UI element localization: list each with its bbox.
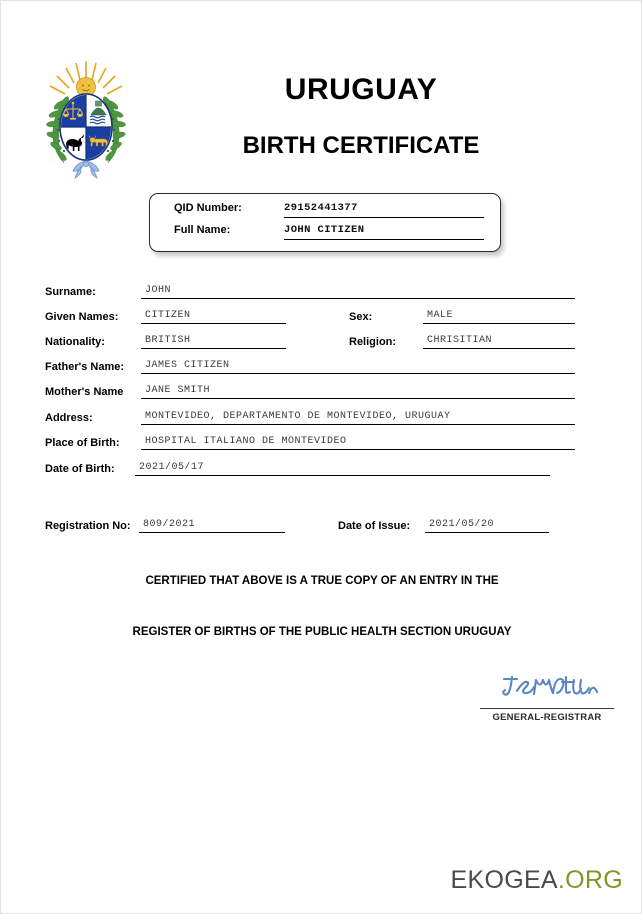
- qid-number-value: 29152441377: [284, 202, 484, 218]
- place-of-birth-label: Place of Birth:: [45, 437, 120, 449]
- field-address: [45, 409, 575, 431]
- nationality-label: Nationality:: [45, 336, 105, 348]
- field-date-of-issue: [338, 517, 549, 539]
- signature-rule: [480, 708, 614, 709]
- date-of-issue-label: Date of Issue:: [338, 520, 411, 532]
- surname-value: JOHN: [141, 285, 575, 299]
- page-title: URUGUAY: [284, 73, 438, 106]
- watermark-tld: .ORG: [557, 866, 623, 894]
- signature-caption: GENERAL-REGISTRAR: [492, 712, 602, 723]
- address-value: MONTEVIDEO, DEPARTAMENTO DE MONTEVIDEO, URUGUAY: [141, 411, 575, 425]
- field-religion: [349, 333, 575, 355]
- uruguay-coat-of-arms-icon: [37, 57, 135, 181]
- watermark-brand: EKOGEA: [450, 866, 558, 894]
- fathers-name-value: JAMES CITIZEN: [141, 360, 575, 374]
- field-registration-no: [45, 517, 241, 539]
- handwritten-signature-icon: [471, 669, 623, 703]
- given-names-value: CITIZEN: [141, 310, 286, 324]
- date-of-birth-label: Date of Birth:: [45, 463, 115, 475]
- signature-block: [471, 669, 623, 723]
- nationality-value: BRITISH: [141, 335, 286, 349]
- address-label: Address:: [45, 412, 93, 424]
- registration-no-value: 809/2021: [139, 519, 285, 533]
- full-name-label: Full Name:: [174, 224, 231, 236]
- document-header: [1, 1, 642, 186]
- registration-no-label: Registration No:: [45, 520, 131, 532]
- religion-label: Religion:: [349, 336, 397, 348]
- field-date-of-birth: [45, 460, 550, 482]
- qid-number-label: QID Number:: [174, 202, 242, 214]
- sex-value: MALE: [423, 310, 575, 324]
- field-mothers-name: [45, 383, 575, 405]
- mothers-name-value: JANE SMITH: [141, 385, 575, 399]
- date-of-birth-value: 2021/05/17: [135, 462, 550, 476]
- field-sex: [349, 308, 575, 330]
- date-of-issue-value: 2021/05/20: [425, 519, 549, 533]
- place-of-birth-value: HOSPITAL ITALIANO DE MONTEVIDEO: [141, 436, 575, 450]
- document-subtitle: BIRTH CERTIFICATE: [242, 132, 480, 159]
- mothers-name-label: Mother's Name: [45, 386, 124, 398]
- surname-label: Surname:: [45, 286, 96, 298]
- religion-value: CHRISITIAN: [423, 335, 575, 349]
- field-fathers-name: [45, 358, 575, 380]
- given-names-label: Given Names:: [45, 311, 119, 323]
- certification-line-1: CERTIFIED THAT ABOVE IS A TRUE COPY OF AN ENTRY IN THE: [145, 575, 499, 587]
- field-surname: [45, 283, 575, 305]
- title-block: [151, 73, 571, 160]
- site-watermark: [451, 866, 624, 895]
- fathers-name-label: Father's Name:: [45, 361, 125, 373]
- field-place-of-birth: [45, 434, 575, 456]
- sex-label: Sex:: [349, 311, 373, 323]
- full-name-value: JOHN CITIZEN: [284, 224, 484, 240]
- qid-summary-box: [149, 193, 501, 252]
- certification-line-2: REGISTER OF BIRTHS OF THE PUBLIC HEALTH SECTION URUGUAY: [132, 626, 512, 638]
